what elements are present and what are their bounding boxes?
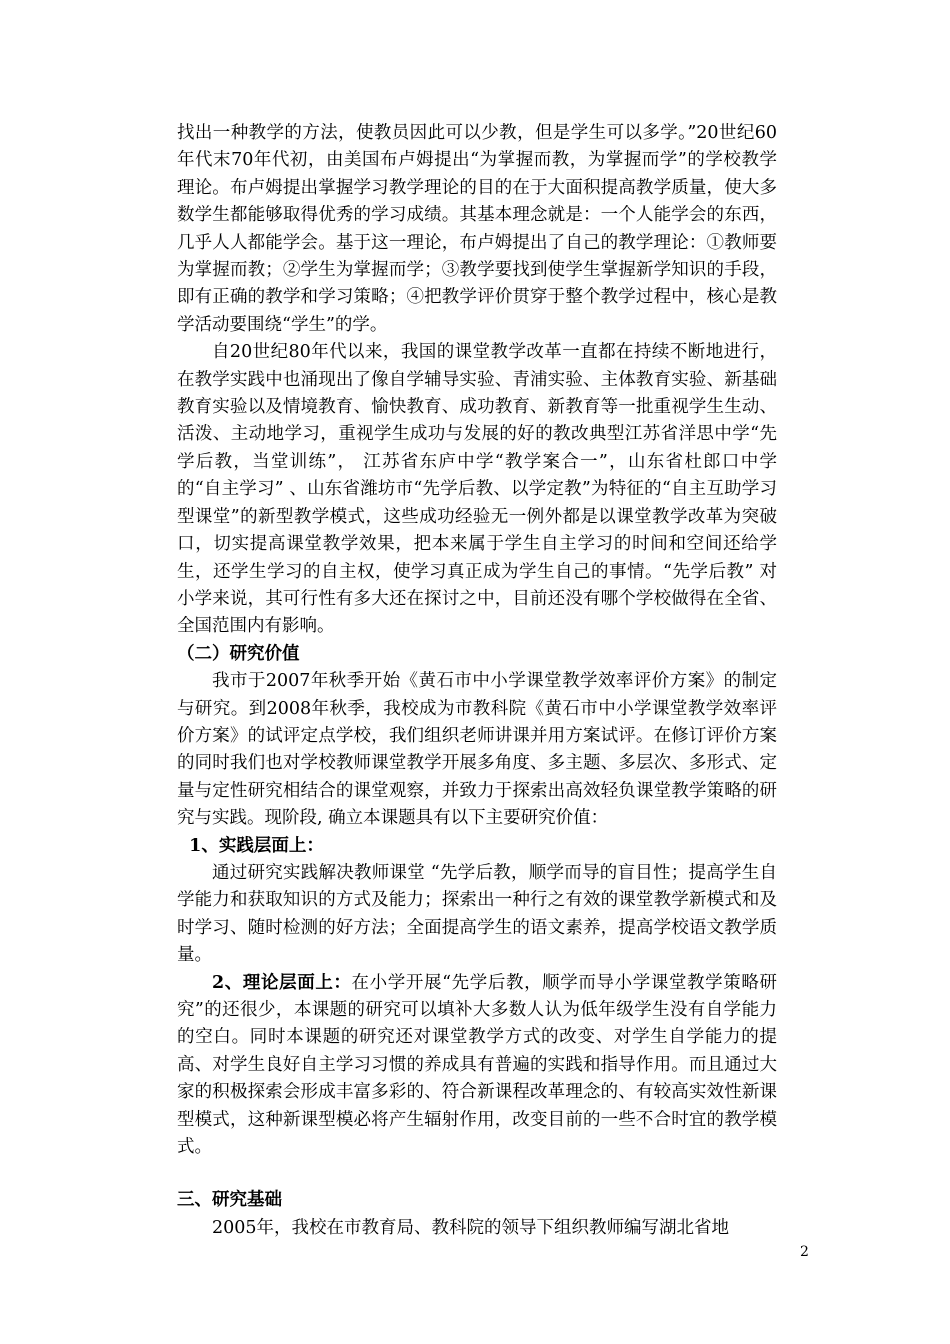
page-number: 2 (800, 1244, 809, 1260)
paragraph-theory-level (177, 970, 777, 1162)
paragraph-gap (177, 1161, 777, 1187)
section-heading-research-value: （二）研究价值 (177, 643, 300, 664)
paragraph-practice-level: 通过研究实践解决教师课堂 “先学后教，顺学而导的盲目性；提高学生自学能力和获取知识的方式及能力；探索出一种行之有效的课堂教学新模式和及时学习、随时检测的好方法；全面提高学生的语文素养，提高学校语文教学质量。 (177, 862, 777, 966)
document-body (177, 120, 777, 1242)
paragraph-reform-history: 自20世纪80年代以来，我国的课堂教学改革一直都在持续不断地进行，在教学实践中也涌现出了像自学辅导实验、青浦实验、主体教育实验、新基础教育实验以及情境教育、愉快教育、成功教育、新教育等一批重视学生生动、活泼、主动地学习，重视学生成功与发展的好的教改典型江苏省洋思中学“先学后教，当堂训练”， 江苏省东庐中学“教学案合一”，山东省杜郎口中学的“自主学习” 、山东省潍坊市“先学后教、以学定教”为特征的“自主互助学习型课堂”的新型教学模式，这些成功经验无一例外都是以课堂教学改革为突破口，切实提高课堂教学效果，把本来属于学生自主学习的时间和空间还给学生，还学生学习的自主权，使学习真正成为学生自己的事情。“先学后教” 对小学来说，其可行性有多大还在探讨之中，目前还没有哪个学校做得在全省、全国范围内有影响。 (177, 342, 777, 637)
theory-level-text: 在小学开展“先学后教，顺学而导小学课堂教学策略研究”的还很少，本课题的研究可以填补大多数人认为低年级学生没有自学能力的空白。同时本课题的研究还对课堂教学方式的改变、对学生自学能力的提高、对学生良好自主学习习惯的养成具有普遍的实践和指导作用。而且通过大家的积极探索会形成丰富多彩的、符合新课程改革理念的、有较高实效性新课型模式，这种新课型模必将产生辐射作用，改变目前的一些不合时宜的教学模式。 (177, 972, 777, 1158)
section-heading-research-basis: 三、研究基础 (177, 1190, 282, 1211)
subheading-theory-level: 2、理论层面上： (212, 972, 352, 993)
paragraph-bloom-theory: 找出一种教学的方法，使教员因此可以少教，但是学生可以多学。”20世纪60年代末70年代初，由美国布卢姆提出“为掌握而教，为掌握而学”的学校教学理论。布卢姆提出掌握学习教学理论的目的在于大面积提高教学质量，使大多数学生都能够取得优秀的学习成绩。其基本理念就是：一个人能学会的东西，几乎人人都能学会。基于这一理论，布卢姆提出了自己的教学理论：①教师要为掌握而教；②学生为掌握而学；③教学要找到使学生掌握新学知识的手段，即有正确的教学和学习策略；④把教学评价贯穿于整个教学过程中，核心是教学活动要围绕“学生”的学。 (177, 123, 777, 335)
paragraph-research-basis: 2005年，我校在市教育局、教科院的领导下组织教师编写湖北省地 (212, 1217, 730, 1238)
paragraph-research-value: 我市于2007年秋季开始《黄石市中小学课堂教学效率评价方案》的制定与研究。到2008年秋季，我校成为市教科院《黄石市中小学课堂教学效率评价方案》的试评定点学校，我们组织老师讲课并用方案试评。在修订评价方案的同时我们也对学校教师课堂教学开展多角度、多主题、多层次、多形式、定量与定性研究相结合的课堂观察，并致力于探索出高效轻负课堂教学策略的研究与实践。现阶段, 确立本课题具有以下主要研究价值： (177, 671, 777, 829)
subheading-practice-level: 1、实践层面上： (177, 835, 324, 856)
